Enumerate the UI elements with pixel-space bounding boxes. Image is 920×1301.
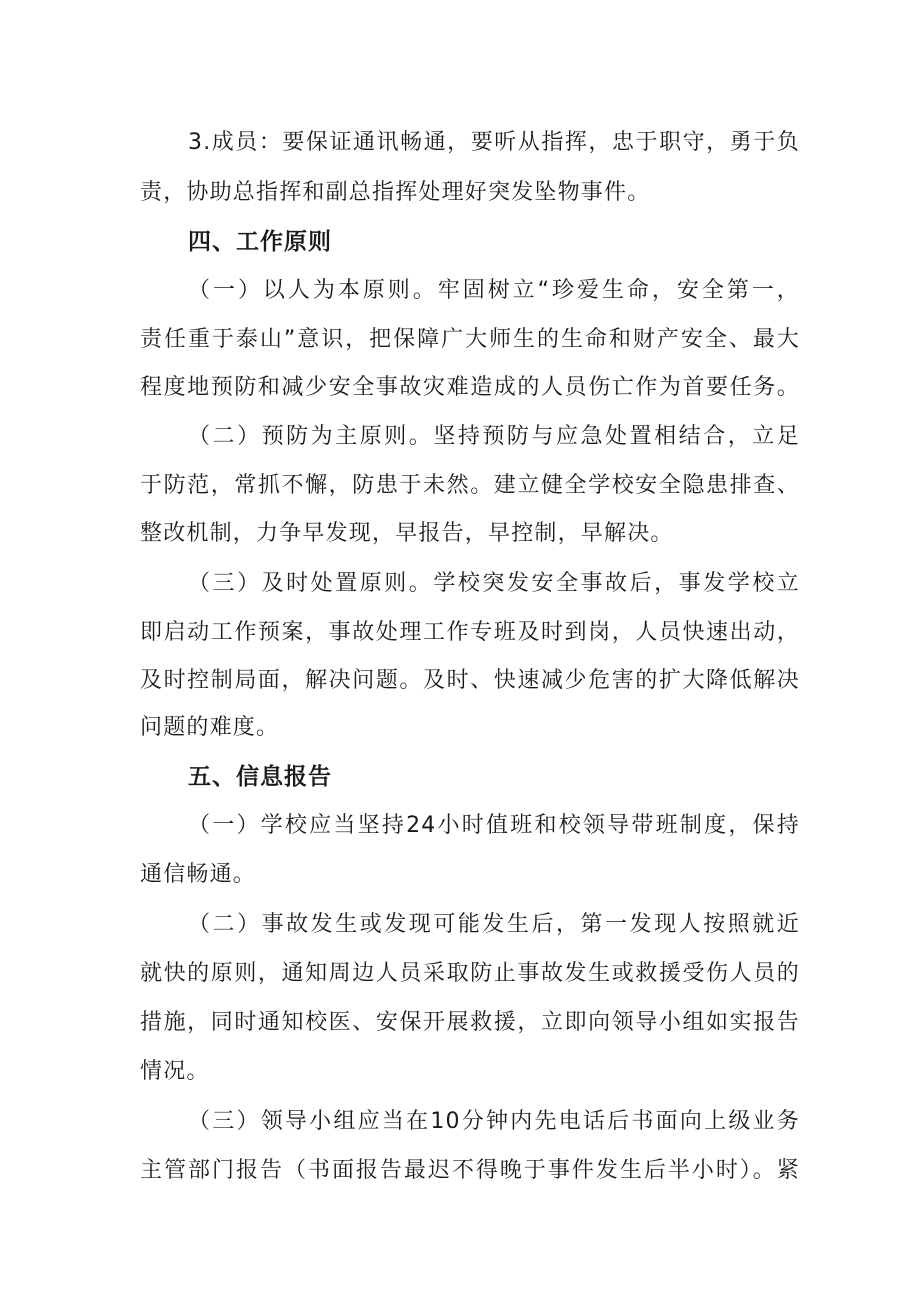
paragraph-line: （三）领导小组应当在10分钟内先电话后书面向上级业务 [188,1109,800,1134]
paragraph-line: （一）学校应当坚持24小时值班和校领导带班制度，保持 [188,813,800,838]
paragraph-line: （二）预防为主原则。坚持预防与应急处置相结合，立足 [188,424,800,449]
section-heading: 四、工作原则 [188,229,332,255]
paragraph-line: （一）以人为本原则。牢固树立“珍爱生命，安全第一， [188,278,800,303]
paragraph-line: 主管部门报告（书面报告最迟不得晚于事件发生后半小时）。紧 [140,1158,800,1183]
paragraph-line: 情况。 [140,1059,210,1084]
paragraph-line: 就快的原则，通知周边人员采取防止事故发生或救援受伤人员的 [140,961,800,986]
paragraph-line: 于防范，常抓不懈，防患于未然。建立健全学校安全隐患排查、 [140,473,800,498]
paragraph-line: 3.成员：要保证通讯畅通，要听从指挥，忠于职守，勇于负 [188,130,800,155]
section-heading: 五、信息报告 [188,764,332,790]
paragraph-line: 措施，同时通知校医、安保开展救援，立即向领导小组如实报告 [140,1010,800,1035]
paragraph-line: 程度地预防和减少安全事故灾难造成的人员伤亡作为首要任务。 [140,375,800,400]
paragraph-line: 责，协助总指挥和副总指挥处理好突发坠物事件。 [140,180,651,205]
paragraph-line: （三）及时处置原则。学校突发安全事故后，事发学校立 [188,571,800,596]
paragraph-line: 责任重于泰山”意识，把保障广大师生的生命和财产安全、最大 [140,327,800,352]
paragraph-line: 即启动工作预案，事故处理工作专班及时到岗，人员快速出动， [140,620,800,645]
paragraph-line: 整改机制，力争早发现，早报告，早控制，早解决。 [140,521,674,546]
paragraph-line: 通信畅通。 [140,862,257,887]
paragraph-line: （二）事故发生或发现可能发生后，第一发现人按照就近 [188,912,800,937]
paragraph-line: 问题的难度。 [140,715,280,740]
paragraph-line: 及时控制局面，解决问题。及时、快速减少危害的扩大降低解决 [140,668,800,693]
